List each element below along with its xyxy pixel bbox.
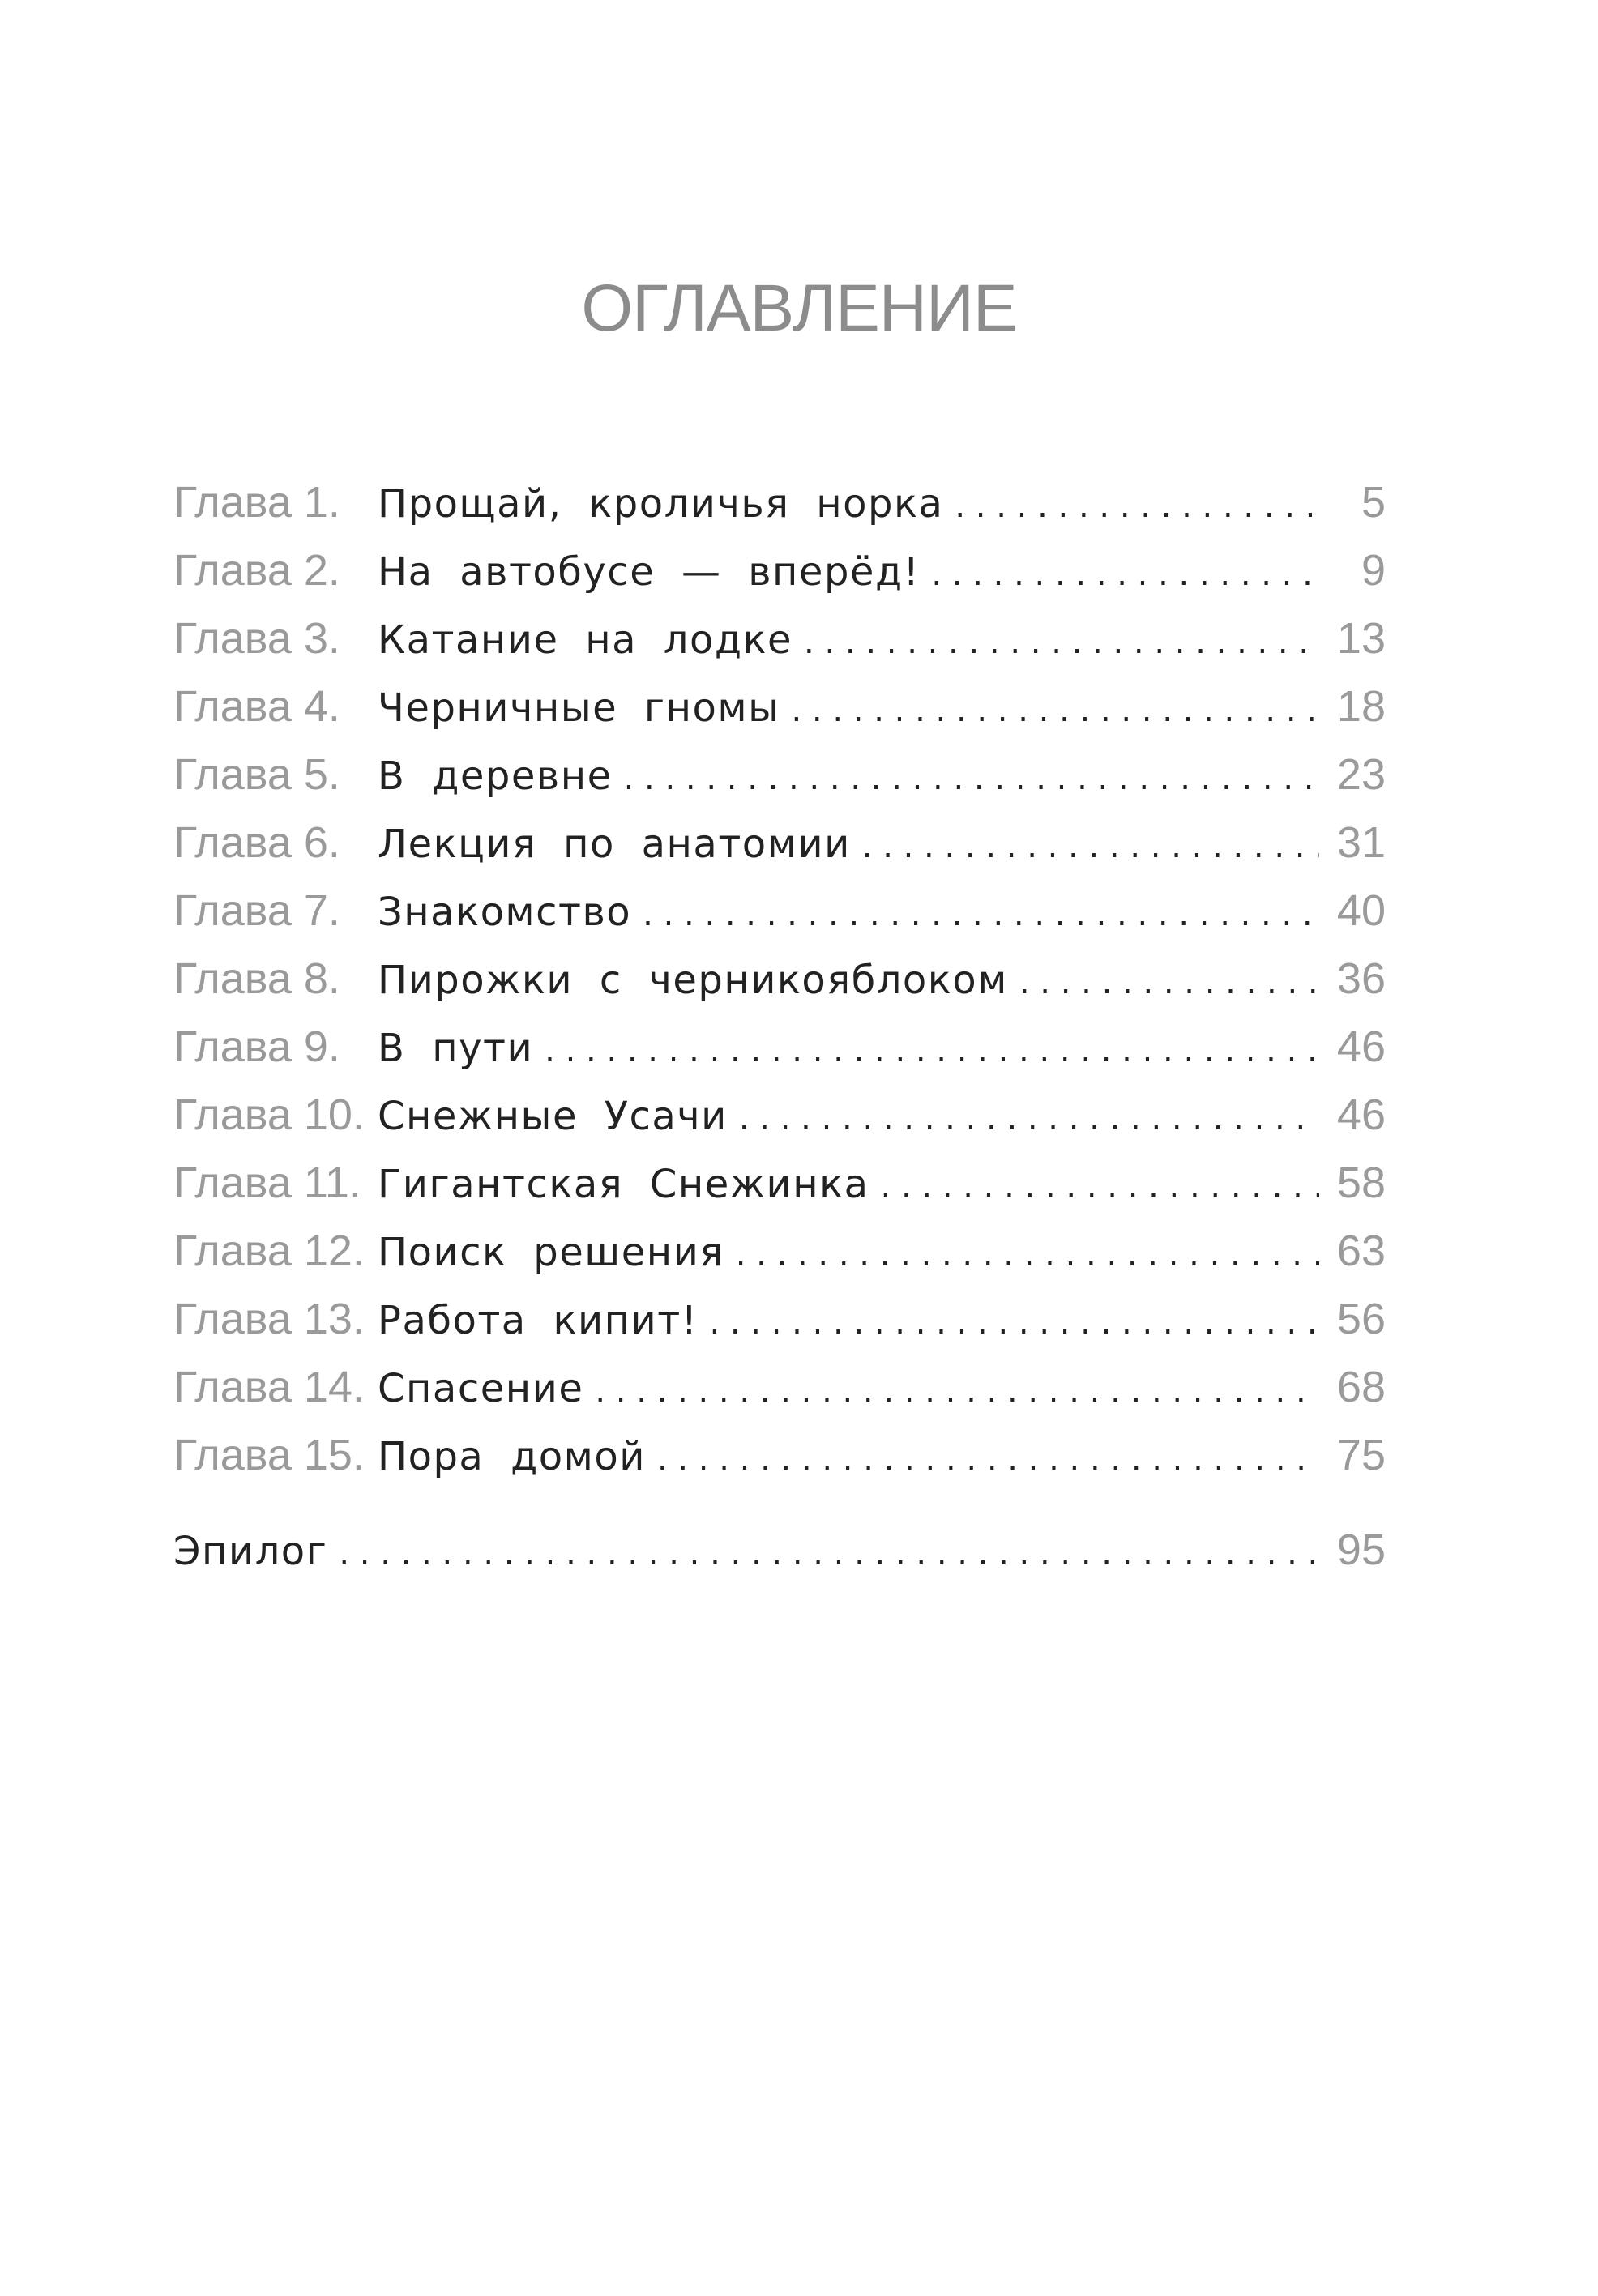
toc-entry-7[interactable] xyxy=(173,886,1386,954)
chapter-label: Глава 14. xyxy=(173,1363,365,1411)
page-number: 18 xyxy=(1336,682,1386,731)
dot-leader xyxy=(657,1443,1319,1475)
chapter-title: На автобусе — вперёд! xyxy=(378,549,921,595)
page-number: 13 xyxy=(1336,614,1386,663)
chapter-title: Пирожки с черникояблоком xyxy=(378,958,1008,1003)
page-title: ОГЛАВЛЕНИЕ xyxy=(581,271,1017,345)
toc-entry-5[interactable] xyxy=(173,749,1386,817)
dot-leader xyxy=(792,694,1320,727)
page-number: 95 xyxy=(1336,1526,1386,1574)
chapter-title: В пути xyxy=(378,1026,534,1071)
page-number: 46 xyxy=(1336,1022,1386,1071)
dot-leader xyxy=(736,1239,1319,1271)
dot-leader xyxy=(339,1538,1319,1570)
dot-leader xyxy=(804,626,1319,659)
toc-entry-15[interactable] xyxy=(173,1430,1386,1498)
chapter-label: Глава 4. xyxy=(173,682,340,731)
dot-leader xyxy=(862,830,1319,863)
page-number: 5 xyxy=(1361,478,1386,527)
chapter-label: Глава 8. xyxy=(173,954,340,1003)
toc-entry-10[interactable] xyxy=(173,1090,1386,1158)
page-number: 46 xyxy=(1336,1090,1386,1139)
page-number: 9 xyxy=(1361,546,1386,595)
chapter-label: Глава 15. xyxy=(173,1431,365,1479)
toc-entry-epilogue[interactable] xyxy=(173,1525,1386,1593)
chapter-label: Глава 10. xyxy=(173,1090,365,1139)
toc-entry-12[interactable] xyxy=(173,1226,1386,1294)
toc-entry-6[interactable] xyxy=(173,817,1386,886)
dot-leader xyxy=(624,762,1319,795)
page-number: 75 xyxy=(1336,1431,1386,1479)
chapter-title: Черничные гномы xyxy=(378,685,780,731)
chapter-title: Пора домой xyxy=(378,1434,646,1479)
dot-leader xyxy=(595,1375,1319,1407)
chapter-label: Глава 3. xyxy=(173,614,340,663)
chapter-title: Гигантская Снежинка xyxy=(378,1162,870,1207)
page-number: 68 xyxy=(1336,1363,1386,1411)
toc-entry-13[interactable] xyxy=(173,1294,1386,1362)
table-of-contents xyxy=(173,477,1386,1498)
page-number: 56 xyxy=(1336,1295,1386,1343)
toc-entry-14[interactable] xyxy=(173,1362,1386,1430)
dot-leader xyxy=(739,1103,1319,1135)
chapter-label: Глава 12. xyxy=(173,1227,365,1275)
toc-entry-9[interactable] xyxy=(173,1022,1386,1090)
chapter-title: Лекция по анатомии xyxy=(378,822,851,867)
chapter-label: Глава 6. xyxy=(173,818,340,867)
chapter-label: Глава 1. xyxy=(173,478,340,527)
chapter-label: Глава 2. xyxy=(173,546,340,595)
toc-entry-3[interactable] xyxy=(173,613,1386,681)
chapter-title: Прощай, кроличья норка xyxy=(378,481,944,527)
page-number: 31 xyxy=(1336,818,1386,867)
dot-leader xyxy=(931,558,1319,591)
page-number: 58 xyxy=(1336,1159,1386,1207)
toc-entry-8[interactable] xyxy=(173,954,1386,1022)
page-number: 40 xyxy=(1336,886,1386,935)
toc-entry-2[interactable] xyxy=(173,545,1386,613)
chapter-label: Глава 9. xyxy=(173,1022,340,1071)
chapter-title: Спасение xyxy=(378,1366,584,1411)
chapter-title: Работа кипит! xyxy=(378,1298,699,1343)
dot-leader xyxy=(709,1307,1319,1339)
dot-leader xyxy=(545,1035,1319,1067)
dot-leader xyxy=(1019,967,1319,999)
chapter-title: Снежные Усачи xyxy=(378,1094,728,1139)
page-number: 36 xyxy=(1336,954,1386,1003)
chapter-title: В деревне xyxy=(378,753,613,799)
page-number: 63 xyxy=(1336,1227,1386,1275)
toc-entry-11[interactable] xyxy=(173,1158,1386,1226)
dot-leader xyxy=(955,490,1319,523)
toc-entry-1[interactable] xyxy=(173,477,1386,545)
toc-entry-4[interactable] xyxy=(173,681,1386,749)
chapter-title: Поиск решения xyxy=(378,1230,724,1275)
chapter-title: Знакомство xyxy=(378,890,632,935)
chapter-label: Глава 11. xyxy=(173,1159,361,1207)
chapter-label: Глава 7. xyxy=(173,886,340,935)
page-number: 23 xyxy=(1336,750,1386,799)
chapter-title: Катание на лодке xyxy=(378,617,793,663)
dot-leader xyxy=(881,1171,1319,1203)
chapter-label: Глава 5. xyxy=(173,750,340,799)
dot-leader xyxy=(643,898,1319,931)
epilogue-title: Эпилог xyxy=(173,1529,328,1574)
chapter-label: Глава 13. xyxy=(173,1295,365,1343)
